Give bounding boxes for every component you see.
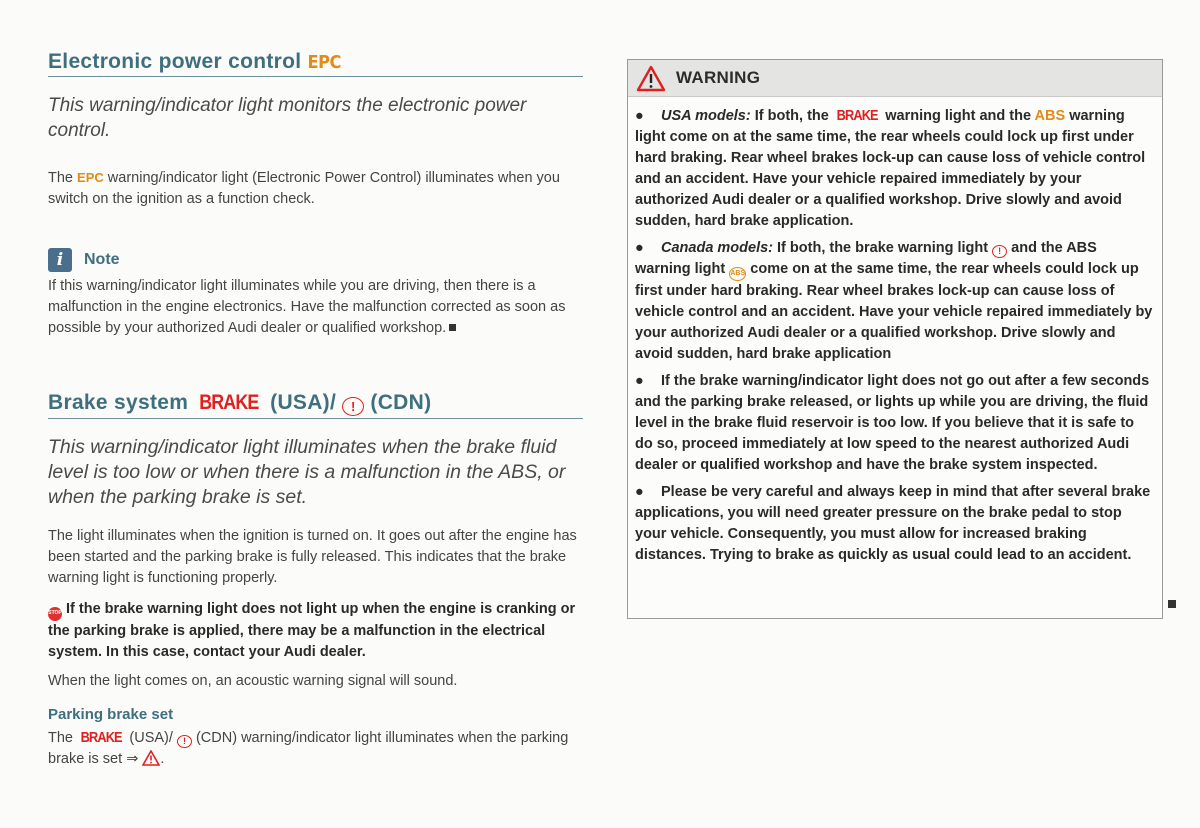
brake-para3: When the light comes on, an acoustic warning signal will sound. bbox=[48, 672, 458, 689]
warning-header bbox=[628, 60, 1162, 97]
warning-body bbox=[628, 97, 1162, 566]
info-icon: i bbox=[48, 248, 72, 272]
brake-warning-circle-icon: ! bbox=[342, 397, 364, 416]
parking-circle-icon: ! bbox=[177, 735, 192, 748]
usa-text-3: warning light come on at the same time, the rear wheels could lock up first under hard braking. Rear wheel brakes lock-up can cause loss of vehicle control and an accident. Have your vehicle repaired immediately by your authorized Audi dealer or a qualified workshop. Drive slowly and avoid sudden, hard brake application. bbox=[635, 108, 1146, 229]
parking-brake-symbol: BRAKE bbox=[80, 728, 122, 746]
brake-heading-cdn: (CDN) bbox=[370, 391, 432, 414]
brake-section-heading bbox=[48, 391, 583, 419]
bullet-icon: ● bbox=[635, 240, 644, 256]
epc-heading-text: Electronic power control bbox=[48, 50, 302, 73]
canada-text-1: If both, the brake warning light bbox=[777, 240, 989, 256]
brake-para1: The light illuminates when the ignition is turned on. It goes out after the engine has been started and the parking brake is fully released. This indicates that the brake warning light is functioning properly. bbox=[48, 528, 577, 586]
warning-triangle-icon bbox=[142, 750, 160, 766]
bullet-icon: ● bbox=[635, 108, 644, 124]
bullet-icon: ● bbox=[635, 483, 644, 500]
warning-item-usa bbox=[635, 105, 1155, 232]
note-body: If this warning/indicator light illuminates while you are driving, then there is a malfunction in the engine electronics. Have the malfunction corrected as soon as possible by your authorized Audi dealer or qualified workshop. bbox=[48, 278, 566, 336]
epc-subtitle: This warning/indicator light monitors the electronic power control. bbox=[48, 95, 527, 141]
usa-brake-symbol: BRAKE bbox=[836, 107, 878, 124]
brake-para2-text: If the brake warning light does not light up when the engine is cranking or the parking brake is applied, there may be a malfunction in the electrical system. In this case, contact your Audi dealer. bbox=[48, 601, 576, 660]
usa-models-label: USA models: bbox=[661, 108, 751, 124]
epc-para-after: warning/indicator light (Electronic Power Control) illuminates when you switch on the ignition as a function check. bbox=[48, 170, 560, 207]
parking-brake-heading: Parking brake set bbox=[48, 705, 174, 723]
canada-text-2: and the ABS warning light bbox=[635, 240, 1097, 277]
canada-text-3: come on at the same time, the rear wheels could lock up first under hard braking. Rear wheel brakes lock-up can cause loss of vehicle control and an accident. Have your vehicle repaired immediately by your authorized Audi dealer or a qualified workshop. Drive slowly and avoid sudden, hard brake application bbox=[635, 261, 1153, 362]
brake-heading-usa: (USA)/ bbox=[270, 391, 337, 414]
usa-text-1: If both, the bbox=[754, 108, 829, 124]
warning-item-fluid bbox=[635, 371, 1155, 476]
note-title: Note bbox=[84, 251, 120, 268]
epc-para-before: The bbox=[48, 170, 73, 186]
brake-symbol: BRAKE bbox=[199, 391, 259, 414]
end-square-icon bbox=[1168, 600, 1176, 608]
brake-para2 bbox=[48, 599, 583, 663]
epc-symbol: EPC bbox=[307, 52, 341, 73]
warning-title: WARNING bbox=[676, 68, 761, 87]
brake-heading-text: Brake system bbox=[48, 391, 189, 414]
brake-subtitle: This warning/indicator light illuminates when the brake fluid level is too low or when there is a malfunction in the ABS, or when the parking brake is set. bbox=[48, 436, 566, 508]
epc-section-heading bbox=[48, 50, 583, 77]
parking-mid: (CDN) warning/indicator light illuminates when the parking brake is set bbox=[48, 729, 569, 767]
epc-paragraph bbox=[48, 167, 583, 210]
abs-circle-icon: ABS bbox=[729, 267, 746, 281]
parking-usa: (USA)/ bbox=[129, 729, 173, 746]
arrow-icon: ⇒ bbox=[126, 750, 139, 767]
note-text bbox=[48, 276, 583, 339]
usa-abs-symbol: ABS bbox=[1034, 108, 1066, 124]
stop-icon: STOP bbox=[48, 607, 62, 621]
careful-text: Please be very careful and always keep in mind that after several brake applications, you will need greater pressure on the brake pedal to stop your vehicle. Consequently, you must allow for increased braking distances. Trying to brake as quickly as usual could lead to an accident. bbox=[635, 483, 1151, 563]
end-square-icon bbox=[449, 324, 456, 331]
note-header bbox=[48, 248, 583, 272]
bullet-icon: ● bbox=[635, 372, 644, 389]
canada-models-label: Canada models: bbox=[661, 240, 773, 256]
left-column bbox=[48, 50, 583, 770]
parking-before: The bbox=[48, 729, 73, 746]
warning-item-careful bbox=[635, 482, 1155, 566]
fluid-text: If the brake warning/indicator light does not go out after a few seconds and the parking brake released, or lights up while you are driving, the fluid level in the brake fluid reservoir is too low. If you believe that it is safe to do so, proceed immediately at low speed to the nearest authorized Audi dealer or qualified workshop and have the brake system inspected. bbox=[635, 372, 1150, 473]
warning-box bbox=[627, 59, 1163, 619]
parking-brake-paragraph: The BRAKE (USA)/ ! (CDN) warning/indicator light illuminates when the parking brake is set ⇒ . bbox=[48, 728, 569, 767]
warning-item-canada bbox=[635, 238, 1155, 365]
brake-circle-icon: ! bbox=[992, 245, 1007, 258]
warning-triangle-icon bbox=[636, 65, 666, 92]
usa-text-2: warning light and the bbox=[885, 108, 1032, 124]
epc-inline-symbol: EPC bbox=[77, 170, 104, 185]
